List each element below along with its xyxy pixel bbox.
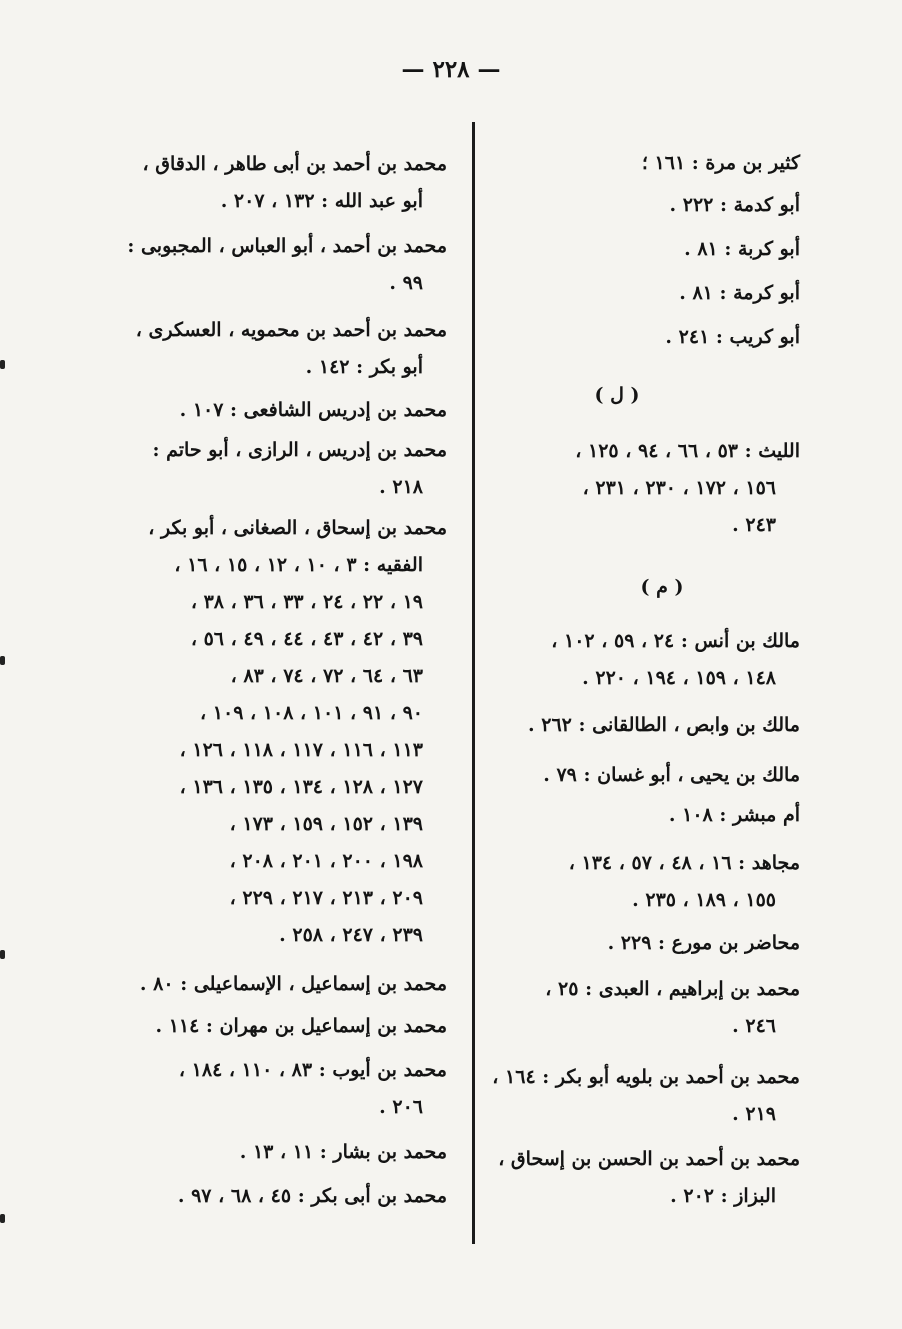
index-entry [494,757,800,794]
letter-heading: ( م ) [640,576,684,598]
entry-line: محمد بن أحمد ، أبو العباس ، المجبوبى : [127,235,447,257]
index-entry [140,146,447,220]
index-entry [140,1178,447,1215]
entry-line: أبو بكر : ١٤٢ . [305,356,423,378]
entry-line: ١١٣ ، ١١٦ ، ١١٧ ، ١١٨ ، ١٢٦ ، [179,739,423,761]
entry-line: مالك بن يحيى ، أبو غسان : ٧٩ . [543,764,800,786]
index-entry [140,1134,447,1171]
index-entry [494,231,800,268]
index-entry [140,966,447,1003]
entry-line: محمد بن إسماعيل بن مهران : ١١٤ . [155,1015,447,1037]
entry-line: ٢٣٩ ، ٢٤٧ ، ٢٥٨ . [279,924,423,946]
entry-line: كثير بن مرة : ١٦١ ؛ [641,152,800,174]
entry-line: ٩٩ . [389,272,423,294]
entry-line: ١٥٦ ، ١٧٢ ، ٢٣٠ ، ٢٣١ ، [582,477,776,499]
entry-line: ٢٤٦ . [732,1015,776,1037]
index-entry [140,1008,447,1045]
entry-line: محمد بن إدريس الشافعى : ١٠٧ . [179,399,447,421]
entry-line: محمد بن أيوب : ٨٣ ، ١١٠ ، ١٨٤ ، [178,1059,447,1081]
letter-heading: ( ل ) [594,384,640,406]
column-divider [472,122,475,1244]
entry-line: مجاهد : ١٦ ، ٤٨ ، ٥٧ ، ١٣٤ ، [568,852,800,874]
entry-line: محمد بن أحمد بن بلويه أبو بكر : ١٦٤ ، [492,1066,800,1088]
entry-line: محمد بن إبراهيم ، العبدى : ٢٥ ، [545,978,800,1000]
index-entry [140,1052,447,1126]
entry-line: الليث : ٥٣ ، ٦٦ ، ٩٤ ، ١٢٥ ، [575,440,800,462]
entry-line: ٢٤٣ . [732,514,776,536]
entry-line: ٩٠ ، ٩١ ، ١٠١ ، ١٠٨ ، ١٠٩ ، [200,702,423,724]
entry-line: ٣٩ ، ٤٢ ، ٤٣ ، ٤٤ ، ٤٩ ، ٥٦ ، [190,628,423,650]
index-entry [494,1141,800,1215]
index-entry [494,707,800,744]
entry-line: محمد بن أحمد بن الحسن بن إسحاق ، [498,1148,800,1170]
index-entry [140,510,447,954]
scan-mark [0,360,5,369]
entry-line: محمد بن أبى بكر : ٤٥ ، ٦٨ ، ٩٧ . [177,1185,447,1207]
entry-line: ٢١٨ . [379,476,423,498]
entry-line: ١٩ ، ٢٢ ، ٢٤ ، ٣٣ ، ٣٦ ، ٣٨ ، [190,591,423,613]
scan-mark [0,1214,5,1223]
index-entry [494,319,800,356]
index-entry [140,432,447,506]
entry-line: ٢٠٦ . [379,1096,423,1118]
entry-line: مالك بن وابص ، الطالقانى : ٢٦٢ . [528,714,800,736]
index-entry [494,623,800,697]
scan-mark [0,656,5,665]
index-entry [135,312,447,386]
entry-line: أبو كدمة : ٢٢٢ . [669,194,800,216]
entry-line: محمد بن بشار : ١١ ، ١٣ . [239,1141,447,1163]
entry-line: أبو عبد الله : ١٣٢ ، ٢٠٧ . [220,190,423,212]
entry-line: محاضر بن مورع : ٢٢٩ . [607,932,800,954]
page-number: — ٢٢٨ — [401,56,501,83]
entry-line: ٦٣ ، ٦٤ ، ٧٢ ، ٧٤ ، ٨٣ ، [230,665,423,687]
index-entry [494,145,800,182]
entry-line: ٢٠٩ ، ٢١٣ ، ٢١٧ ، ٢٢٩ ، [229,887,423,909]
index-entry [494,1059,800,1133]
index-entry [140,392,447,429]
index-entry [494,187,800,224]
entry-line: مالك بن أنس : ٢٤ ، ٥٩ ، ١٠٢ ، [551,630,800,652]
entry-line: ١٩٨ ، ٢٠٠ ، ٢٠١ ، ٢٠٨ ، [229,850,423,872]
entry-line: أبو كربة : ٨١ . [684,238,800,260]
entry-line: البزاز : ٢٠٢ . [670,1185,776,1207]
entry-line: أبو كرمة : ٨١ . [679,282,800,304]
entry-line: محمد بن أحمد بن محمويه ، العسكرى ، [135,319,447,341]
entry-line: ٢١٩ . [732,1103,776,1125]
index-entry [494,433,800,544]
entry-line: ١٥٥ ، ١٨٩ ، ٢٣٥ . [632,889,776,911]
entry-line: الفقيه : ٣ ، ١٠ ، ١٢ ، ١٥ ، ١٦ ، [174,554,423,576]
index-entry [494,925,800,962]
entry-line: أم مبشر : ١٠٨ . [668,804,800,826]
entry-line: محمد بن أحمد بن أبى طاهر ، الدقاق ، [142,153,447,175]
entry-line: أبو كريب : ٢٤١ . [665,326,800,348]
entry-line: ١٢٧ ، ١٢٨ ، ١٣٤ ، ١٣٥ ، ١٣٦ ، [179,776,423,798]
index-entry [494,971,800,1045]
index-entry [494,275,800,312]
entry-line: محمد بن إسحاق ، الصغانى ، أبو بكر ، [148,517,447,539]
index-entry [127,228,447,302]
entry-line: محمد بن إسماعيل ، الإسماعيلى : ٨٠ . [139,973,447,995]
entry-line: ١٣٩ ، ١٥٢ ، ١٥٩ ، ١٧٣ ، [229,813,423,835]
index-entry [494,797,800,834]
scan-mark [0,950,5,959]
entry-line: ١٤٨ ، ١٥٩ ، ١٩٤ ، ٢٢٠ . [582,667,776,689]
index-entry [494,845,800,919]
entry-line: محمد بن إدريس ، الرازى ، أبو حاتم : [152,439,447,461]
